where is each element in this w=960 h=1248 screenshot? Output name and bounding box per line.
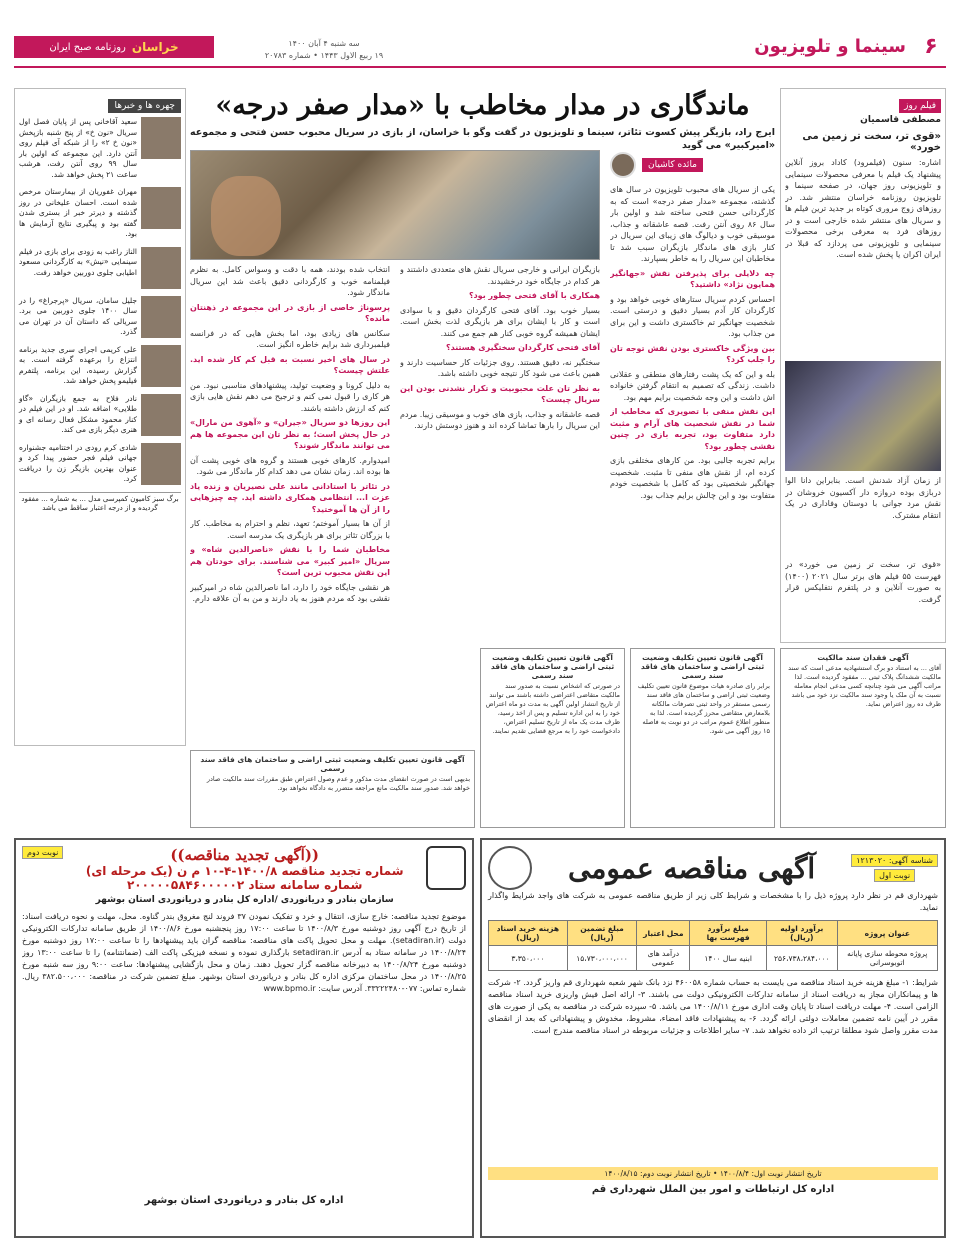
setad-number: شماره سامانه ستاد ۲۰۰۰۰۰۵۸۴۶۰۰۰۰۰۲ <box>126 878 363 892</box>
box-tag: فیلم روز <box>899 99 941 113</box>
news-box <box>14 88 186 746</box>
news-photo <box>141 187 181 229</box>
headline: ماندگاری در مدار مخاطب با «مدار صفر درجه» <box>215 90 750 121</box>
news-photo <box>141 443 181 485</box>
date-line-1: سه شنبه ۴ آبان ۱۴۰۰ <box>288 39 360 48</box>
box-title: «قوی تر، سخت تر زمین می خورد» <box>802 131 941 153</box>
news-photo <box>141 296 181 338</box>
news-item: نادر فلاح به جمع بازیگران «گاو طلایی» اضافه شد. او در این فیلم در کنار محمود مشکل فعال رسانه ای و هنری دیگر بازی می کند. <box>19 394 181 436</box>
lead-paragraph: ایرج راد، بازیگر پیش کسوت تئاتر، سینما و تلویزیون در گفت وگو با خراسان، از بازی در سریال محبوب حسن فتحی و مجموعه «امیرکبیر» می گوید <box>190 127 775 151</box>
question-3: در سال های اخیر نسبت به قبل کم کار شده اید. علتش چیست؟ <box>190 354 390 375</box>
news-photo <box>141 394 181 436</box>
box-body: اشاره: سنون (فیلمرود) کاداد بروز آنلاین پیشنهاد یک فیلم با معرفی محصولات سینمایی و تلویزیونی روز جهان، در صفحه سینما و تلویزیون روزنامه خراسان منتشر شد. در روزهای زوج مروری کوتاه بر جدید ترین فیلم ها و سریال های منتشر شده خارجی است و در روزهای فرد به معرفی برخی محصولات سینمایی و تلویزیونی می پردازد که قبلا در ایران اکران یا پخش شده است. <box>785 158 941 259</box>
question-9: به نظر تان علت محبوبیت و تکرار نشدنی بودن این سریال چیست؟ <box>400 383 600 404</box>
box-author: مصطفی قاسمیان <box>860 115 941 125</box>
ad-conditions: شرایط: ۱- مبلغ هزینه خرید اسناد مناقصه می بایست به حساب شماره ۴۶۰۰۵۸ نزد بانک شهر شعبه شهرداری قم واریز گردد. ۲- شرکت ها و پیمانکاران مجاز به دریافت اسناد از سامانه تدارکات الکترونیکی دولت می باشند. ۳- ارائه اصل فیش واریزی خرید اسناد مناقصه الزامی است. ۴- مهلت دریافت اسناد تا پایان وقت اداری مورخ ۱۴۰۰/۸/۱۱ می باشد. ۵- سپرده شرکت در مناقصه به یکی از صورت های مقرر در آیین نامه تضمین معاملات دولتی ارائه گردد. ۶- به پیشنهادات فاقد امضاء، مشروط، مخدوش و پیشنهاداتی که بعد از انقضای مدت مقرر واصل شود مطلقا ترتیب اثر داده نخواهد شد. ۷- سایر اطلاعات و جزئیات مربوطه در اسناد مناقصه مندرج است. <box>488 978 938 1035</box>
article-column-2: بازیگران ایرانی و خارجی سریال نقش های متعددی داشتند و هر کدام در جایگاه خود درخشیدند. همکاری با آقای فتحی چطور بود؟ بسیار خوب بود. آقای فتحی کارگردان دقیق و با سوادی است و کار با ایشان برای هر بازیگری لذت بخش است. ایشان همیشه گروه خوبی کنار هم جمع می کنند. آقای فتحی کارگردان سختگیری هستند؟ سختگیر نه، دقیق هستند. روی جزئیات کار حساسیت دارند و همین باعث می شود کار نتیجه خوبی داشته باشد. به نظر تان علت محبوبیت و تکرار نشدنی بودن این سریال چیست؟ قصه عاشقانه و جذاب، بازی های خوب و موسیقی زیبا. مردم این سریال را بارها تماشا کرده اند و هنوز دوستش دارند. <box>400 265 600 430</box>
table-row: پروژه محوطه سازی پایانه اتوبوسرانی ۲۵۶،۷۳۸،۲۸۴،۰۰۰ ابنیه سال ۱۴۰۰ درآمد های عمومی ۱۵،۷۳۰،۰۰۰،۰۰۰ ۳،۳۵۰،۰۰۰ <box>489 946 938 971</box>
question-1: همکاری با آقای فتحی چطور بود؟ <box>468 291 600 300</box>
ad-round-badge: نوبت اول <box>874 869 915 882</box>
news-item: الناز راغب به زودی برای بازی در فیلم سینمایی «نیش» به کارگردانی مسعود اطیابی جلوی دوربین خواهد رفت. <box>19 247 181 289</box>
film-of-day-box <box>780 88 946 643</box>
ad-title: آگهی مناقصه عمومی <box>568 851 816 885</box>
brand-name: خراسان <box>131 40 179 54</box>
question-8: آقای فتحی کارگردان سختگیری هستند؟ <box>446 343 600 352</box>
news-item: علی کریمی اجرای سری جدید برنامه انتزاع را برعهده گرفته است. به گزارش رسیده، این برنامه، پلتفرم فیلیمو پخش خواهد شد. <box>19 345 181 387</box>
question-10: بین ویژگی خاکستری بودن نقش توجه تان را جلب کرد؟ <box>610 343 775 364</box>
box-body-2: از زمان آزاد شدنش است. بنابراین دانا الوا دربازی بوده دروازه دار آکسیون خروشان در نقش مرد جوانی با دوستان وفاداری در یک انتقام مشترک. <box>785 476 941 520</box>
small-ad-2: آگهی قانون تعیین تکلیف وضعیت ثبتی اراضی و ساختمان های فاقد سند رسمی برابر رای صادره هیات موضوع قانون تعیین تکلیف وضعیت ثبتی اراضی و ساختمان های فاقد سند رسمی مستقر در واحد ثبتی تصرفات مالکانه بلامعارض متقاضی محرز گردیده است. لذا به منظور اطلاع عموم مراتب در دو نوبت به فاصله ۱۵ روز آگهی می شود. <box>630 648 775 828</box>
news-item: مهران غفوریان از بیمارستان مرخص شده است. احسان علیخانی در روز گذشته و دیرتر خبر از بستری شدن گفته بود و پیگیری نتایج آزمایش ها بود. <box>19 187 181 240</box>
news-photo <box>141 345 181 387</box>
small-ad-4: آگهی قانون تعیین تکلیف وضعیت ثبتی اراضی و ساختمان های فاقد سند رسمی بدیهی است در صورت انقضای مدت مذکور و عدم وصول اعتراض طبق مقررات سند مالکیت صادر خواهد شد. صدور سند مالکیت مانع مراجعه متضرر به دادگاه نخواهد بود. <box>190 750 475 828</box>
ad-dates: تاریخ انتشار نوبت اول: ۱۴۰۰/۸/۴ • تاریخ انتشار نوبت دوم: ۱۴۰۰/۸/۱۵ <box>488 1167 938 1180</box>
brand-tagline: روزنامه صبح ایران <box>49 41 126 53</box>
section-title: سینما و تلویزیون <box>754 36 906 57</box>
article-column-3: انتخاب شده بودند، همه با دقت و وسواس کامل. به نظرم فیلمنامه خوب و کارگردانی دقیق باعث شد این سریال ماندگار شود. پرسوناژ خاصی از بازی در این مجموعه در ذهنتان مانده؟ سکانس های زیادی بود، اما بخش هایی که در فرانسه فیلمبرداری شد برایم خاطره انگیز است. در سال های اخیر نسبت به قبل کم کار شده اید. علتش چیست؟ به دلیل کرونا و وضعیت تولید، پیشنهادهای مناسبی نبود. من هر کاری را قبول نمی کنم و ترجیح می دهم نقش هایی بازی کنم که ارزش داشته باشند. این روزها دو سریال «جیران» و «آهوی من مارال» در حال پخش است؛ به نظر تان این مجموعه ها هم می توانند ماندگار شوند؟ امیدوارم. کارهای خوبی هستند و گروه های خوبی پشت آن ها بوده اند. زمان نشان می دهد کدام کار ماندگار می شود. در تئاتر با استادانی مانند علی نصیریان و زنده یاد عزت ا... انتظامی همکاری داشته اید. چه چیزهایی را از آن ها آموختید؟ از آن ها بسیار آموختم؛ تعهد، نظم و احترام به مخاطب. کار با بزرگان تئاتر برای هر بازیگری یک مدرسه است. مخاطبان شما را با نقش «ناصرالدین شاه» و سریال «امیر کبیر» می شناسند. برای خودتان هم این نقش محبوب ترین است؟ هر نقشی جایگاه خود را دارد، اما ناصرالدین شاه در امیرکبیر نقشی بود که مردم هنوز به یاد دارند و من به آن علاقه دارم. <box>190 265 390 603</box>
small-ad-3: آگهی قانون تعیین تکلیف وضعیت ثبتی اراضی و ساختمان های فاقد سند رسمی در صورتی که اشخاص نسبت به صدور سند مالکیت متقاضی اعتراضی داشته باشند می توانند از تاریخ انتشار اولین آگهی به مدت دو ماه اعتراض خود را به این اداره تسلیم و پس از اخذ رسید، ظرف مدت یک ماه از تاریخ تسلیم اعتراض، دادخواست خود را به مرجع قضایی تقدیم نمایند. <box>480 648 625 828</box>
article-column-1: یکی از سریال های محبوب تلویزیون در سال های گذشته، مجموعه «مدار صفر درجه» است که به کارگردانی حسن فتحی ساخته شد و اولین بار سال ۸۶ روی آنتن رفت. قصه عاشقانه و جذاب، موسیقی خوب و دیالوگ های زیبای این سریال در کنار بازی های ماندگار بازیگران سبب شد تا مخاطبان این سریال را به خاطر بسپارند. چه دلایلی برای پذیرفتن نقش «جهانگیر همایون نژاد» داشتید؟ احساس کردم سریال ستارهای خوبی خواهد بود و کارگردان کار آدم بسیار دقیق و درستی است. شخصیت جهانگیر تم خاکستری داشت و این برای من جذاب بود. بین ویژگی خاکستری بودن نقش توجه تان را جلب کرد؟ بله و این که یک پشت رفتارهای منطقی و عقلانی داشت. زندگی که تصمیم به انتقام گرفتن خانواده اش داشت و این وجه شخصیت برایم مهم بود. این نقش منفی با تصویری که مخاطب از شما در نقش شخصیت های آرام و مثبت دارد متفاوت بود، تجربه بازی در چنین نقشی چطور بود؟ برایم تجربه جالبی بود. من کارهای مختلفی بازی کرده ام، از نقش های منفی تا مثبت. شخصیت جهانگیر شخصیتی بود که کامل با شخصیت خودم متفاوت بود و این چالش برایم جذاب بود. <box>610 185 775 500</box>
organizer: سازمان بنادر و دریانوردی /اداره کل بنادر و دریانوردی استان بوشهر <box>95 895 394 905</box>
ad-share-id: شناسه آگهی: ۱۲۱۳۰۲۰ <box>851 854 938 867</box>
date-line-2: ۱۹ ربیع الاول ۱۴۴۳ • شماره ۲۰۷۸۳ <box>264 51 384 60</box>
qom-logo <box>488 846 532 890</box>
film-still <box>785 361 941 471</box>
ad-body: موضوع تجدید مناقصه: خارج سازی، انتقال و خرد و تفکیک نمودن ۳۷ فروند لنج مغروق بندر گناوه. محل، مهلت و نحوه دریافت اسناد: از تاریخ درج آگهی روز دوشنبه مورخ ۱۴۰۰/۸/۳ تا ساعت ۱۷:۰۰ روز پنجشنبه مورخ ۱۴۰۰/۸/۶ از طریق سامانه تدارکات الکترونیکی دولت (setadiran.ir). مهلت و محل تحویل پاکت های مناقصه: مناقصه گران باید پیشنهادها را تا ساعت ۱۷:۰۰ روز دوشنبه مورخ ۱۴۰۰/۸/۲۴ در سامانه ستاد به آدرس setadiran.ir بارگذاری نموده و نسخه فیزیکی پاکت الف (ضمانتنامه) را تا ساعت ۱۳:۰۰ روز دوشنبه مورخ ۱۴۰۰/۸/۲۴ به دبیرخانه مناقصه گزار تحویل دهند. زمان و محل بازگشایی پیشنهادها: ساعت ۹:۰۰ روز سه شنبه مورخ ۱۴۰۰/۸/۲۵ در محل ساختمان مرکزی اداره کل بنادر و دریانوردی استان بوشهر. مبلغ تضمین شرکت در مناقصه: ۳۸۲،۵۰۰،۰۰۰ ریال. شماره تماس: ۰۷۷-۳۳۲۲۲۴۸۰. آدرس سایت: www.bpmo.ir <box>22 912 466 993</box>
lost-document-notice: برگ سبز کامیون کمپرسی مدل ... به شماره ... مفقود گردیده و از درجه اعتبار ساقط می باشد <box>19 492 181 513</box>
question-11: این نقش منفی با تصویری که مخاطب از شما در نقش شخصیت های آرام و مثبت دارد متفاوت بود، تجربه بازی در چنین نقشی چطور بود؟ <box>610 407 775 451</box>
author-avatar <box>610 152 636 178</box>
qom-tender-ad <box>480 838 946 1238</box>
news-item: سعید آقاخانی پس از پایان فصل اول سریال «نون خ» از پنج شنبه بازپخش «نون خ ۲» را از شبکه آی فیلم روی آنتن دارد. این مجموعه که اولین بار سال ۹۹ روی آنتن رفت، هرشب ساعت ۲۱ پخش خواهد شد. <box>19 117 181 180</box>
tender-table: عنوان پروژه برآورد اولیه (ریال) مبلغ برآورد فهرست بها محل اعتبار مبلغ تضمین (ریال) هزینه خرید اسناد (ریال) پروژه محوطه سازی پایانه اتوبوسرانی ۲۵۶،۷۳۸،۲۸۴،۰۰۰ ابنیه سال ۱۴۰۰ درآمد های عمومی ۱۵،۷۳۰،۰۰۰،۰۰۰ ۳،۳۵۰،۰۰۰ <box>488 920 938 971</box>
interview-photo <box>190 150 600 260</box>
question-5: در تئاتر با استادانی مانند علی نصیریان و زنده یاد عزت ا... انتظامی همکاری داشته اید. چه چیزهایی را از آن ها آموختید؟ <box>190 481 390 514</box>
ad-footer: اداره کل ارتباطات و امور بین الملل شهرداری قم <box>591 1184 835 1195</box>
news-box-tag: چهره ها و خبرها <box>108 99 181 113</box>
news-item: جلیل سامان، سریال «پرجراغ» را در سال ۱۴۰۰ جلوی دوربین می برد. سریالی که داستان آن در تهران می گذرد. <box>19 296 181 338</box>
page-number: ۶ <box>924 34 938 59</box>
news-photo <box>141 247 181 289</box>
news-item: شادی کرم رودی در اختتامیه جشنواره جهانی فیلم فجر حضور پیدا کرد و عنوان بهترین بازیگر زن را دریافت کرد. <box>19 443 181 485</box>
ad-title: ((آگهی تجدید مناقصه)) <box>170 846 320 864</box>
ad-round-badge: نوبت دوم <box>22 846 63 859</box>
question-7: چه دلایلی برای پذیرفتن نقش «جهانگیر همایون نژاد» داشتید؟ <box>610 268 775 289</box>
box-body-3: «قوی تر، سخت تر زمین می خورد» در فهرست ۵۵ فیلم های برتر سال ۲۰۲۱ (۱۴۰۰) به صورت آنلاین و در پلتفرم نتفلیکس قرار گرفت. <box>785 560 941 604</box>
question-4: این روزها دو سریال «جیران» و «آهوی من مارال» در حال پخش است؛ به نظر تان این مجموعه ها هم می توانند ماندگار شوند؟ <box>190 418 390 450</box>
ad-intro: شهرداری قم در نظر دارد پروژه ذیل را با مشخصات و شرایط کلی زیر از طریق مناقصه عمومی به شرکت های واجد شرایط واگذار نماید. <box>488 891 938 912</box>
ports-logo <box>426 846 466 890</box>
newspaper-brand <box>14 36 214 58</box>
news-photo <box>141 117 181 159</box>
question-2: پرسوناژ خاصی از بازی در این مجموعه در ذهنتان مانده؟ <box>190 302 390 323</box>
author-name: مائده کاشیان <box>642 158 703 172</box>
date-block <box>224 38 424 62</box>
page-header <box>14 32 946 68</box>
question-6: مخاطبان شما را با نقش «ناصرالدین شاه» و سریال «امیر کبیر» می شناسند. برای خودتان هم این نقش محبوب ترین است؟ <box>190 545 390 577</box>
small-ad-1: آگهی فقدان سند مالکیت آقای ... به استناد دو برگ استشهادیه مدعی است که سند مالکیت ششدانگ پلاک ثبتی ... مفقود گردیده است. لذا مراتب آگهی می شود چنانچه کسی مدعی انجام معامله نسبت به آن ملک یا وجود سند مالکیت نزد خود می باشد ظرف ده روز اعتراض نماید. <box>780 648 946 828</box>
ad-footer: اداره کل بنادر و دریانوردی استان بوشهر <box>144 1195 344 1206</box>
author-byline <box>610 150 775 180</box>
bushehr-tender-ad <box>14 838 474 1238</box>
tender-number: شماره تجدید مناقصه ۱۴۰۰/۸-۴-۱۰ م ن (یک مرحله ای) <box>85 864 404 878</box>
